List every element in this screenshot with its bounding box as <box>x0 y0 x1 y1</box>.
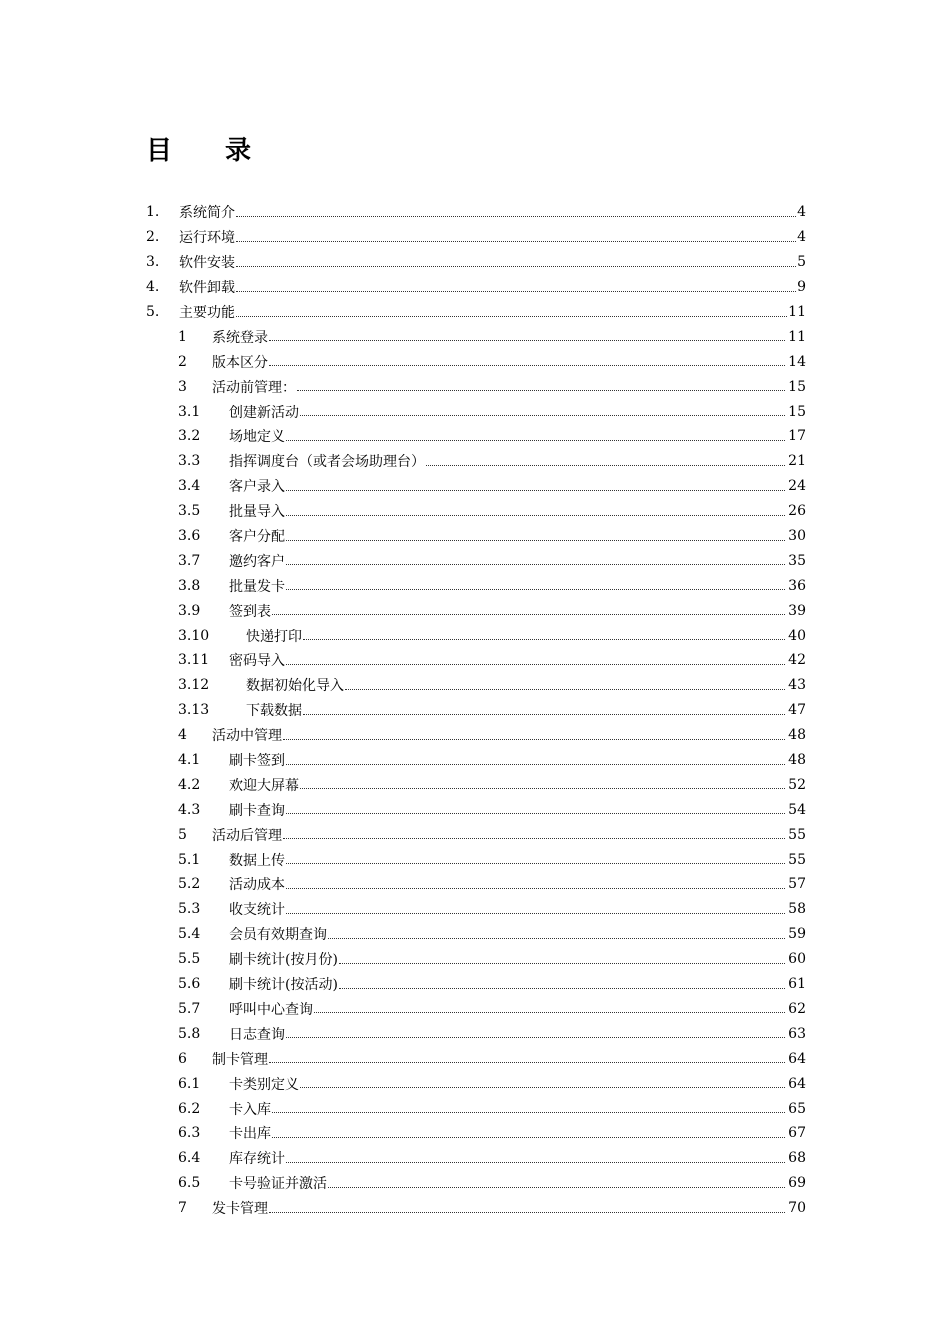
toc-entry-page-number: 62 <box>788 1000 806 1017</box>
toc-entry-label: 快递打印 <box>246 628 302 645</box>
toc-dot-leader <box>345 675 785 690</box>
toc-entry-number: 3.3 <box>178 453 201 470</box>
toc-entry[interactable] <box>146 673 806 698</box>
toc-entry-number: 6.1 <box>178 1075 201 1092</box>
toc-dot-leader <box>272 600 785 615</box>
toc-entry-number: 6 <box>178 1050 187 1067</box>
toc-entry-number: 3.11 <box>178 652 210 669</box>
toc-entry[interactable] <box>146 947 806 972</box>
toc-entry-page-number: 58 <box>788 901 806 918</box>
toc-entry-number: 3.6 <box>178 528 201 545</box>
toc-entry[interactable] <box>146 424 806 449</box>
toc-entry[interactable] <box>146 748 806 773</box>
toc-entry-label: 客户分配 <box>229 529 285 546</box>
toc-entry-number: 5.6 <box>178 976 201 993</box>
toc-entry[interactable] <box>146 648 806 673</box>
toc-entry[interactable] <box>146 1046 806 1071</box>
toc-entry[interactable] <box>146 349 806 374</box>
toc-entry-page-number: 4 <box>797 229 806 246</box>
toc-entry-label: 场地定义 <box>229 429 285 446</box>
toc-dot-leader <box>339 949 785 964</box>
toc-dot-leader <box>236 252 796 267</box>
toc-dot-leader <box>328 924 785 939</box>
toc-entry-number: 6.4 <box>178 1150 201 1167</box>
toc-dot-leader <box>269 1048 785 1063</box>
toc-entry[interactable] <box>146 1121 806 1146</box>
toc-entry-number: 3.4 <box>178 478 201 495</box>
toc-dot-leader <box>286 575 785 590</box>
toc-entry[interactable] <box>146 548 806 573</box>
toc-entry-label: 活动后管理 <box>212 827 282 844</box>
toc-entry-number: 5.1 <box>178 851 201 868</box>
toc-entry[interactable] <box>146 797 806 822</box>
toc-dot-leader <box>314 998 785 1013</box>
toc-entry-number: 5 <box>178 826 187 843</box>
toc-dot-leader <box>286 799 785 814</box>
toc-entry[interactable] <box>146 200 806 225</box>
toc-dot-leader <box>300 401 785 416</box>
toc-entry-page-number: 68 <box>788 1150 806 1167</box>
toc-dot-leader <box>286 1023 785 1038</box>
toc-dot-leader <box>286 501 785 516</box>
toc-dot-leader <box>286 650 785 665</box>
toc-entry[interactable] <box>146 922 806 947</box>
toc-dot-leader <box>286 874 785 889</box>
toc-entry-label: 呼叫中心查询 <box>229 1001 313 1018</box>
toc-entry-label: 活动前管理： <box>212 379 296 396</box>
toc-entry-page-number: 11 <box>788 328 806 345</box>
toc-entry-page-number: 55 <box>788 826 806 843</box>
toc-entry[interactable] <box>146 1196 806 1221</box>
toc-entry[interactable] <box>146 723 806 748</box>
toc-entry-label: 系统登录 <box>212 329 268 346</box>
toc-dot-leader <box>286 849 785 864</box>
toc-entry-page-number: 57 <box>788 876 806 893</box>
toc-entry-page-number: 65 <box>788 1100 806 1117</box>
toc-entry-label: 软件卸载 <box>179 280 235 297</box>
toc-entry-label: 卡类别定义 <box>229 1076 299 1093</box>
toc-entry[interactable] <box>146 997 806 1022</box>
toc-entry-page-number: 26 <box>788 503 806 520</box>
toc-entry[interactable] <box>146 1021 806 1046</box>
toc-entry-page-number: 14 <box>788 353 806 370</box>
toc-dot-leader <box>236 277 796 292</box>
toc-entry[interactable] <box>146 275 806 300</box>
toc-entry-label: 日志查询 <box>229 1026 285 1043</box>
toc-entry[interactable] <box>146 573 806 598</box>
toc-entry-number: 5.5 <box>178 951 201 968</box>
toc-entry-number: 4. <box>146 279 160 296</box>
toc-entry-page-number: 9 <box>797 279 806 296</box>
toc-entry-label: 批量导入 <box>229 504 285 521</box>
toc-entry[interactable] <box>146 1071 806 1096</box>
toc-entry-label: 活动中管理 <box>212 728 282 745</box>
toc-dot-leader <box>300 774 785 789</box>
toc-entry-number: 5.2 <box>178 876 201 893</box>
toc-entry-label: 刷卡统计(按月份) <box>229 952 338 969</box>
toc-entry-number: 5.4 <box>178 926 201 943</box>
toc-entry[interactable] <box>146 449 806 474</box>
toc-entry-number: 3.2 <box>178 428 201 445</box>
toc-entry-label: 系统简介 <box>179 205 235 222</box>
toc-entry-page-number: 40 <box>788 627 806 644</box>
toc-dot-leader <box>269 326 785 341</box>
toc-entry-number: 4.1 <box>178 752 201 769</box>
toc-entry-label: 指挥调度台（或者会场助理台） <box>229 454 425 471</box>
toc-entry-number: 3.5 <box>178 503 201 520</box>
toc-entry-page-number: 61 <box>788 976 806 993</box>
toc-entry-label: 数据初始化导入 <box>246 678 344 695</box>
toc-entry-label: 创建新活动 <box>229 404 299 421</box>
toc-entry-number: 3. <box>146 254 160 271</box>
toc-entry-label: 发卡管理 <box>212 1201 268 1218</box>
toc-dot-leader <box>286 426 785 441</box>
toc-entry-number: 3.10 <box>178 627 210 644</box>
toc-entry-page-number: 39 <box>788 602 806 619</box>
toc-entry-page-number: 4 <box>797 204 806 221</box>
toc-entry-number: 2. <box>146 229 160 246</box>
toc-entry-label: 会员有效期查询 <box>229 927 327 944</box>
toc-entry-page-number: 15 <box>788 403 806 420</box>
toc-entry-label: 收支统计 <box>229 902 285 919</box>
toc-entry-label: 下载数据 <box>246 703 302 720</box>
toc-entry[interactable] <box>146 872 806 897</box>
toc-entry-label: 库存统计 <box>229 1151 285 1168</box>
toc-dot-leader <box>236 227 796 242</box>
toc-entry-label: 刷卡签到 <box>229 753 285 770</box>
toc-entry-label: 密码导入 <box>229 653 285 670</box>
toc-entry-number: 1 <box>178 328 187 345</box>
toc-entry-label: 数据上传 <box>229 852 285 869</box>
toc-entry-page-number: 47 <box>788 702 806 719</box>
toc-entry-page-number: 54 <box>788 801 806 818</box>
toc-dot-leader <box>286 550 785 565</box>
toc-entry-label: 欢迎大屏幕 <box>229 777 299 794</box>
toc-entry-label: 卡入库 <box>229 1101 271 1118</box>
toc-entry-number: 5.3 <box>178 901 201 918</box>
toc-entry-label: 签到表 <box>229 603 271 620</box>
toc-entry-number: 5. <box>146 304 160 320</box>
toc-entry[interactable] <box>146 250 806 275</box>
toc-entry[interactable] <box>146 598 806 623</box>
toc-entry-number: 4.2 <box>178 776 201 793</box>
toc-dot-leader <box>297 376 785 391</box>
toc-entry[interactable] <box>146 524 806 549</box>
toc-entry[interactable] <box>146 300 806 325</box>
toc-entry-page-number: 59 <box>788 926 806 943</box>
toc-dot-leader <box>272 1123 785 1138</box>
toc-entry-page-number: 48 <box>788 727 806 744</box>
toc-dot-leader <box>236 302 787 317</box>
toc-entry-page-number: 70 <box>788 1200 806 1217</box>
toc-entry[interactable] <box>146 225 806 250</box>
toc-entry-number: 3.9 <box>178 602 201 619</box>
toc-entry-label: 批量发卡 <box>229 578 285 595</box>
toc-entry-label: 卡号验证并激活 <box>229 1176 327 1193</box>
toc-entry-label: 客户录入 <box>229 479 285 496</box>
toc-entry-number: 4.3 <box>178 801 201 818</box>
toc-entry-label: 刷卡统计(按活动) <box>229 977 338 994</box>
toc-entry-page-number: 5 <box>797 254 806 271</box>
toc-dot-leader <box>286 899 785 914</box>
toc-dot-leader <box>286 750 785 765</box>
toc-entry-label: 卡出库 <box>229 1126 271 1143</box>
toc-entry-number: 5.7 <box>178 1000 201 1017</box>
toc-entry[interactable] <box>146 474 806 499</box>
toc-entry-number: 6.3 <box>178 1125 201 1142</box>
toc-title: 目 录 <box>146 136 274 166</box>
toc-entry-page-number: 30 <box>788 528 806 545</box>
toc-entry[interactable] <box>146 1171 806 1196</box>
toc-entry[interactable] <box>146 324 806 349</box>
toc-entry-label: 制卡管理 <box>212 1051 268 1068</box>
toc-entry[interactable] <box>146 623 806 648</box>
toc-entry-number: 3.13 <box>178 702 210 719</box>
toc-dot-leader <box>303 625 785 640</box>
toc-entry[interactable] <box>146 772 806 797</box>
toc-entry[interactable] <box>146 698 806 723</box>
toc-entry[interactable] <box>146 1146 806 1171</box>
toc-entry-page-number: 35 <box>788 552 806 569</box>
toc-dot-leader <box>286 526 785 541</box>
toc-entry-label: 运行环境 <box>179 230 235 247</box>
toc-entry-label: 版本区分 <box>212 354 268 371</box>
toc-entry-page-number: 43 <box>788 677 806 694</box>
toc-entry-page-number: 42 <box>788 652 806 669</box>
toc-entry[interactable] <box>146 897 806 922</box>
toc-entry-page-number: 52 <box>788 776 806 793</box>
toc-entry[interactable] <box>146 374 806 399</box>
toc-dot-leader <box>283 824 785 839</box>
toc-entry-label: 刷卡查询 <box>229 802 285 819</box>
toc-entry-page-number: 17 <box>788 428 806 445</box>
toc-entry-page-number: 64 <box>788 1050 806 1067</box>
toc-entry-number: 3.7 <box>178 552 201 569</box>
toc-entry-number: 5.8 <box>178 1025 201 1042</box>
toc-entry-number: 3.12 <box>178 677 210 694</box>
toc-dot-leader <box>269 1198 785 1213</box>
toc-entry[interactable] <box>146 972 806 997</box>
toc-dot-leader <box>286 1148 785 1163</box>
toc-entry-number: 3.1 <box>178 403 201 420</box>
toc-dot-leader <box>303 700 785 715</box>
toc-entry-page-number: 48 <box>788 752 806 769</box>
toc-dot-leader <box>426 451 785 466</box>
toc-entry-label: 主要功能 <box>179 305 235 321</box>
toc-entry[interactable] <box>146 847 806 872</box>
toc-list <box>146 200 806 1221</box>
toc-entry-page-number: 64 <box>788 1075 806 1092</box>
toc-dot-leader <box>283 725 785 740</box>
toc-dot-leader <box>339 974 785 989</box>
toc-entry[interactable] <box>146 499 806 524</box>
toc-dot-leader <box>300 1073 785 1088</box>
toc-entry-page-number: 67 <box>788 1125 806 1142</box>
toc-entry[interactable] <box>146 1096 806 1121</box>
toc-entry-number: 2 <box>178 353 187 370</box>
toc-dot-leader <box>272 1098 785 1113</box>
toc-dot-leader <box>286 476 785 491</box>
toc-entry-number: 7 <box>178 1200 187 1217</box>
toc-entry[interactable] <box>146 399 806 424</box>
toc-entry-page-number: 69 <box>788 1175 806 1192</box>
toc-entry-label: 软件安装 <box>179 255 235 272</box>
toc-entry-page-number: 60 <box>788 951 806 968</box>
toc-entry-number: 6.2 <box>178 1100 201 1117</box>
toc-dot-leader <box>269 351 785 366</box>
toc-entry-page-number: 24 <box>788 478 806 495</box>
toc-dot-leader <box>328 1173 785 1188</box>
toc-entry-page-number: 63 <box>788 1025 806 1042</box>
toc-entry-number: 1. <box>146 204 160 221</box>
toc-entry-number: 3 <box>178 378 187 395</box>
toc-entry-number: 3.8 <box>178 577 201 594</box>
toc-entry-number: 4 <box>178 727 187 744</box>
toc-entry-page-number: 21 <box>788 453 806 470</box>
toc-dot-leader <box>236 202 796 217</box>
toc-entry-label: 邀约客户 <box>229 553 285 570</box>
toc-entry-number: 6.5 <box>178 1175 201 1192</box>
toc-entry-page-number: 11 <box>788 304 806 320</box>
toc-entry-page-number: 55 <box>788 851 806 868</box>
toc-entry[interactable] <box>146 822 806 847</box>
toc-entry-label: 活动成本 <box>229 877 285 894</box>
toc-entry-page-number: 36 <box>788 577 806 594</box>
toc-entry-page-number: 15 <box>788 378 806 395</box>
